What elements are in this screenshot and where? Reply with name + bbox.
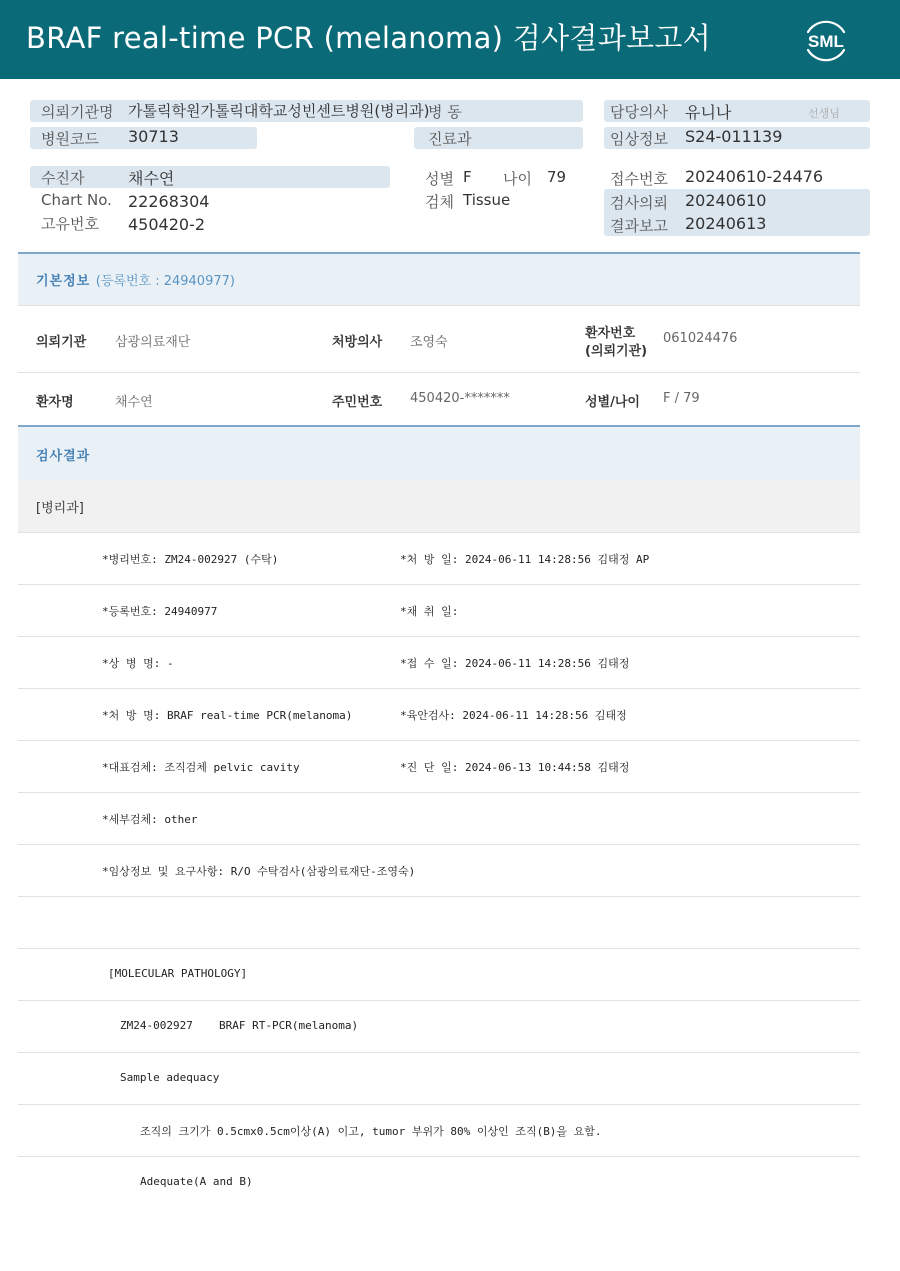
sample-adequacy-heading: Sample adequacy <box>120 1071 220 1084</box>
ward-label: 병 동 <box>428 103 462 121</box>
divider <box>18 688 860 689</box>
molecular-header: [MOLECULAR PATHOLOGY] <box>108 967 248 980</box>
logo-text: SML <box>808 32 844 51</box>
sex-age-label: 성별/나이 <box>585 395 640 410</box>
molecular-test: BRAF RT-PCR(melanoma) <box>219 1019 359 1032</box>
hospital-code-value: 30713 <box>128 127 179 146</box>
request-inst-label: 의뢰기관 <box>36 335 87 350</box>
divider <box>18 584 860 585</box>
report-header <box>0 0 900 79</box>
doctor-suffix: 선생님 <box>808 107 840 120</box>
result-line-right: *진 단 일: 2024-06-13 10:44:58 김태정 <box>400 761 630 774</box>
divider <box>18 1052 860 1053</box>
molecular-id: ZM24-002927 <box>120 1019 193 1032</box>
result-line-left: *임상정보 및 요구사항: R/O 수탁검사(삼광의료재단-조영숙) <box>102 865 416 878</box>
clinical-info-label: 임상정보 <box>610 130 668 148</box>
report-date-label: 결과보고 <box>610 217 668 235</box>
divider <box>18 1156 860 1157</box>
divider <box>18 305 860 306</box>
institution-value: 가톨릭학원가톨릭대학교성빈센트병원(병리과) <box>128 102 430 120</box>
unique-no-value: 450420-2 <box>128 215 206 234</box>
department-label: 진료과 <box>428 130 472 148</box>
department-bar <box>18 480 860 532</box>
divider <box>18 948 860 949</box>
result-line-left: *세부검체: other <box>102 813 198 826</box>
result-line-left: *대표검체: 조직검체 pelvic cavity <box>102 761 300 774</box>
result-line-left: *상 병 명: - <box>102 657 174 670</box>
report-date-value: 20240613 <box>685 214 767 233</box>
divider <box>18 1000 860 1001</box>
doctor-value: 유니나 <box>685 103 732 122</box>
rrn-label: 주민번호 <box>332 395 383 410</box>
adequacy-result: Adequate(A and B) <box>140 1175 253 1188</box>
basic-info-title <box>36 270 235 289</box>
divider <box>18 792 860 793</box>
patient-value: 채수연 <box>128 169 175 188</box>
divider <box>18 844 860 845</box>
sex-age-value: F / 79 <box>663 391 700 406</box>
specimen-label: 검체 <box>425 193 454 211</box>
request-date-value: 20240610 <box>685 191 767 210</box>
doctor-label: 담당의사 <box>610 103 668 121</box>
result-line-right: *접 수 일: 2024-06-11 14:28:56 김태정 <box>400 657 630 670</box>
chart-no-value: 22268304 <box>128 192 210 211</box>
hospital-code-label: 병원코드 <box>41 130 99 148</box>
patient-name-value: 채수연 <box>115 395 153 410</box>
age-value: 79 <box>547 168 567 186</box>
request-date-label: 검사의뢰 <box>610 194 668 212</box>
adequacy-criteria: 조직의 크기가 0.5cmx0.5cm이상(A) 이고, tumor 부위가 80% 이상인 조직(B)을 요함. <box>140 1125 602 1138</box>
institution-label: 의뢰기관명 <box>41 103 114 121</box>
divider <box>18 636 860 637</box>
divider <box>18 740 860 741</box>
result-line-right: *처 방 일: 2024-06-11 14:28:56 김태정 AP <box>400 553 650 566</box>
patient-no-label-2: (의뢰기관) <box>585 344 648 359</box>
patient-name-label: 환자명 <box>36 395 74 410</box>
basic-info-reg-no: (등록번호 : 24940977) <box>95 274 235 289</box>
patient-no-value: 061024476 <box>663 331 738 346</box>
sex-value: F <box>463 168 472 186</box>
sex-label: 성별 <box>425 170 454 188</box>
sml-logo <box>798 12 854 68</box>
rrn-value: 450420-******* <box>410 391 510 406</box>
unique-no-label: 고유번호 <box>41 215 99 233</box>
report-title: BRAF real-time PCR (melanoma) 검사결과보고서 <box>26 21 711 55</box>
divider <box>18 896 860 897</box>
clinical-info-value: S24-011139 <box>685 127 783 146</box>
divider <box>18 1104 860 1105</box>
basic-info-title-text: 기본정보 <box>36 274 91 289</box>
result-line-left: *병리번호: ZM24-002927 (수탁) <box>102 553 279 566</box>
divider <box>18 532 860 533</box>
result-line-right: *채 취 일: <box>400 605 459 618</box>
request-inst-value: 삼광의료재단 <box>115 335 191 350</box>
age-label: 나이 <box>503 170 532 188</box>
chart-no-label: Chart No. <box>41 191 112 209</box>
patient-no-label-1: 환자번호 <box>585 326 636 341</box>
receipt-no-value: 20240610-24476 <box>685 167 824 186</box>
receipt-no-label: 접수번호 <box>610 170 668 188</box>
result-line-right: *육안검사: 2024-06-11 14:28:56 김태정 <box>400 709 627 722</box>
result-line-left: *등록번호: 24940977 <box>102 605 218 618</box>
prescribing-doctor-label: 처방의사 <box>332 335 383 350</box>
result-line-left: *처 방 명: BRAF real-time PCR(melanoma) <box>102 709 353 722</box>
patient-label: 수진자 <box>41 169 85 187</box>
department-label: [병리과] <box>36 501 84 516</box>
specimen-value: Tissue <box>463 191 511 209</box>
results-bar <box>18 425 860 480</box>
prescribing-doctor-value: 조영숙 <box>410 335 448 350</box>
divider <box>18 372 860 373</box>
results-title: 검사결과 <box>36 449 91 464</box>
